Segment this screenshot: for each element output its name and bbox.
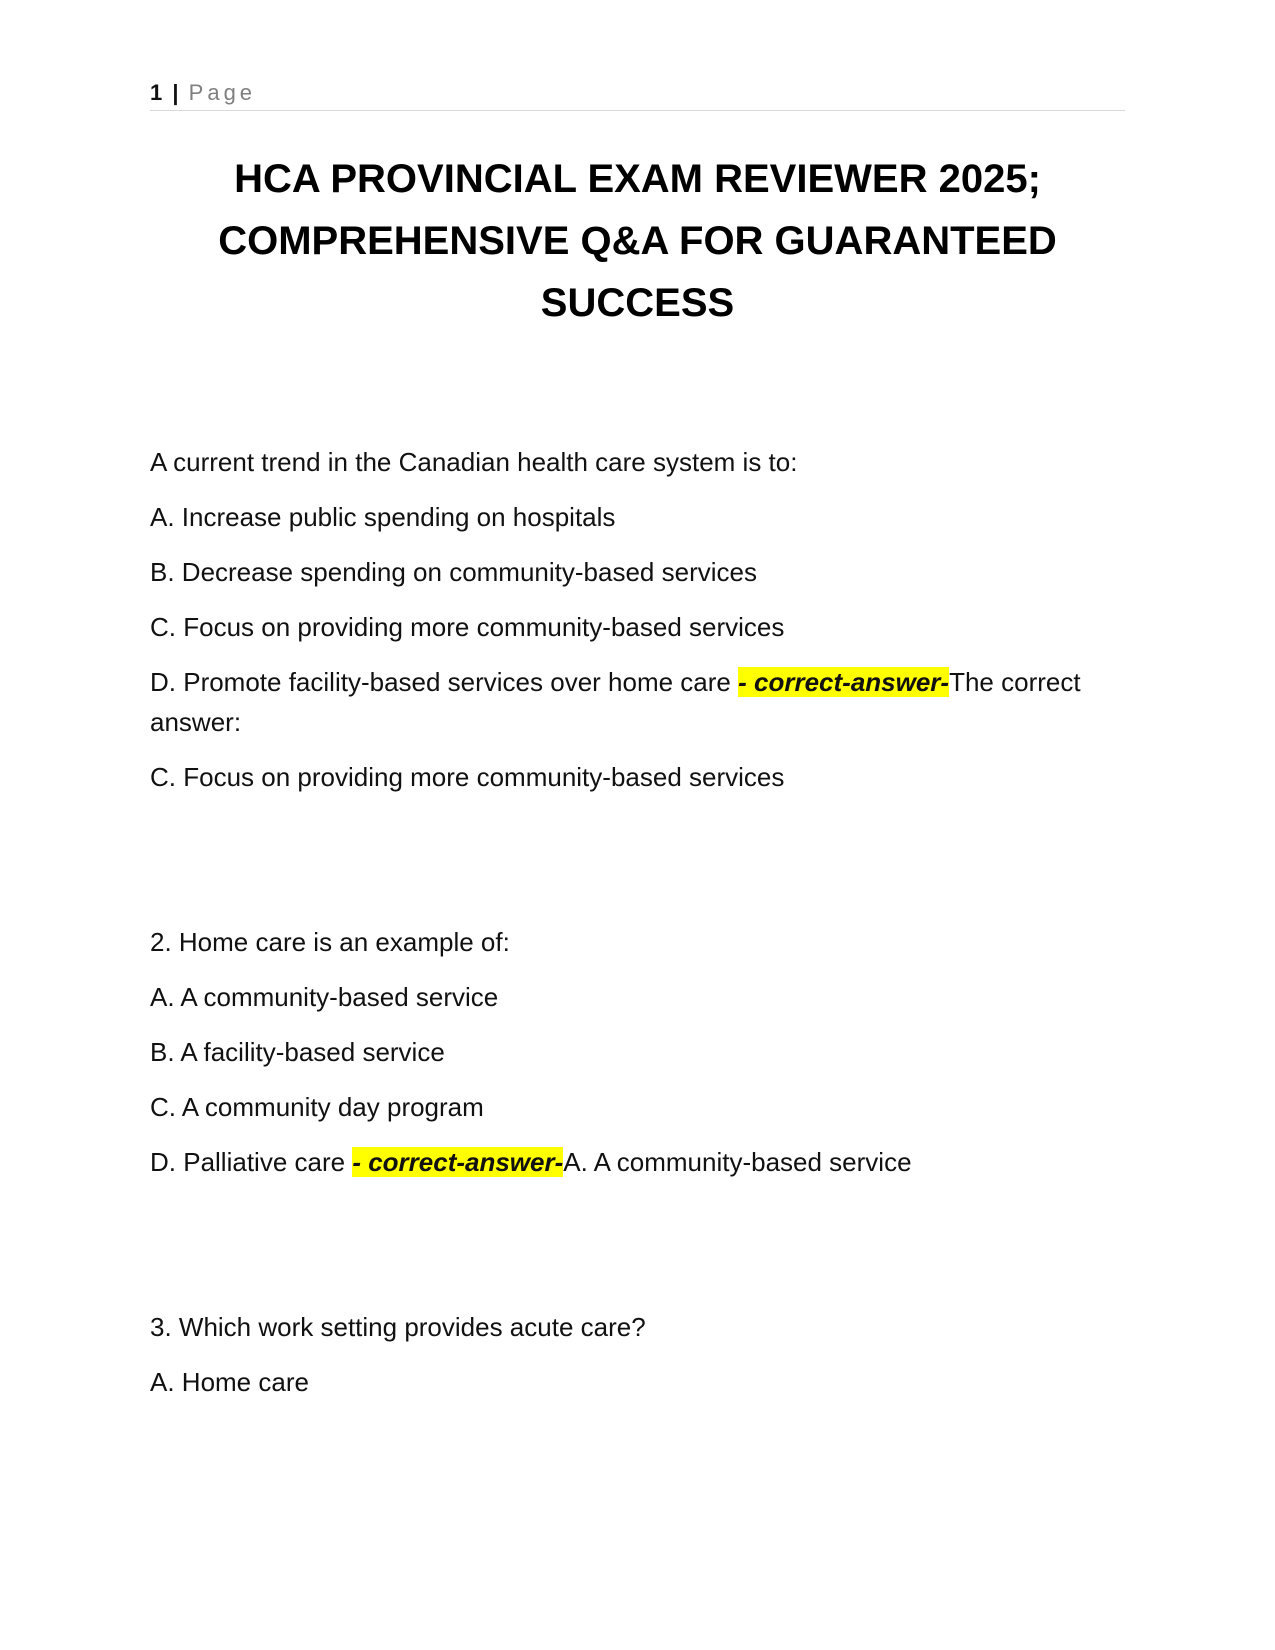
question-1-option-a: A. Increase public spending on hospitals (150, 502, 616, 532)
header-separator: | (172, 80, 179, 105)
page-header (150, 78, 1125, 111)
question-1-option-b: B. Decrease spending on community-based services (150, 557, 757, 587)
question-2-option-d: D. Palliative care (150, 1147, 353, 1177)
document-title (150, 148, 1125, 334)
title-line-3: SUCCESS (540, 281, 735, 325)
question-1-option-d-line (150, 665, 1081, 699)
page-label: Page (188, 80, 257, 105)
question-2-option-c: C. A community day program (150, 1092, 484, 1122)
question-1-answer-inline: The correct (949, 667, 1081, 697)
question-3-stem: 3. Which work setting provides acute care? (150, 1312, 646, 1342)
question-1-stem: A current trend in the Canadian health care system is to: (150, 447, 798, 477)
question-2-stem: 2. Home care is an example of: (150, 927, 510, 957)
title-line-2: COMPREHENSIVE Q&A FOR GUARANTEED (218, 219, 1057, 263)
question-1-option-c: C. Focus on providing more community-based services (150, 612, 785, 642)
title-line-1: HCA PROVINCIAL EXAM REVIEWER 2025; (234, 157, 1041, 201)
correct-answer-marker: - correct-answer- (352, 1147, 564, 1177)
question-1-answer-continuation: answer: (150, 707, 242, 737)
correct-answer-marker: - correct-answer- (738, 667, 950, 697)
question-2-option-a: A. A community-based service (150, 982, 499, 1012)
page-number: 1 (150, 80, 163, 105)
question-2-answer-inline: A. A community-based service (563, 1147, 912, 1177)
question-3-option-a: A. Home care (150, 1367, 309, 1397)
question-1-option-d: D. Promote facility-based services over home care (150, 667, 739, 697)
question-2-option-d-line (150, 1145, 912, 1179)
question-2-option-b: B. A facility-based service (150, 1037, 445, 1067)
question-1-answer: C. Focus on providing more community-based services (150, 762, 785, 792)
